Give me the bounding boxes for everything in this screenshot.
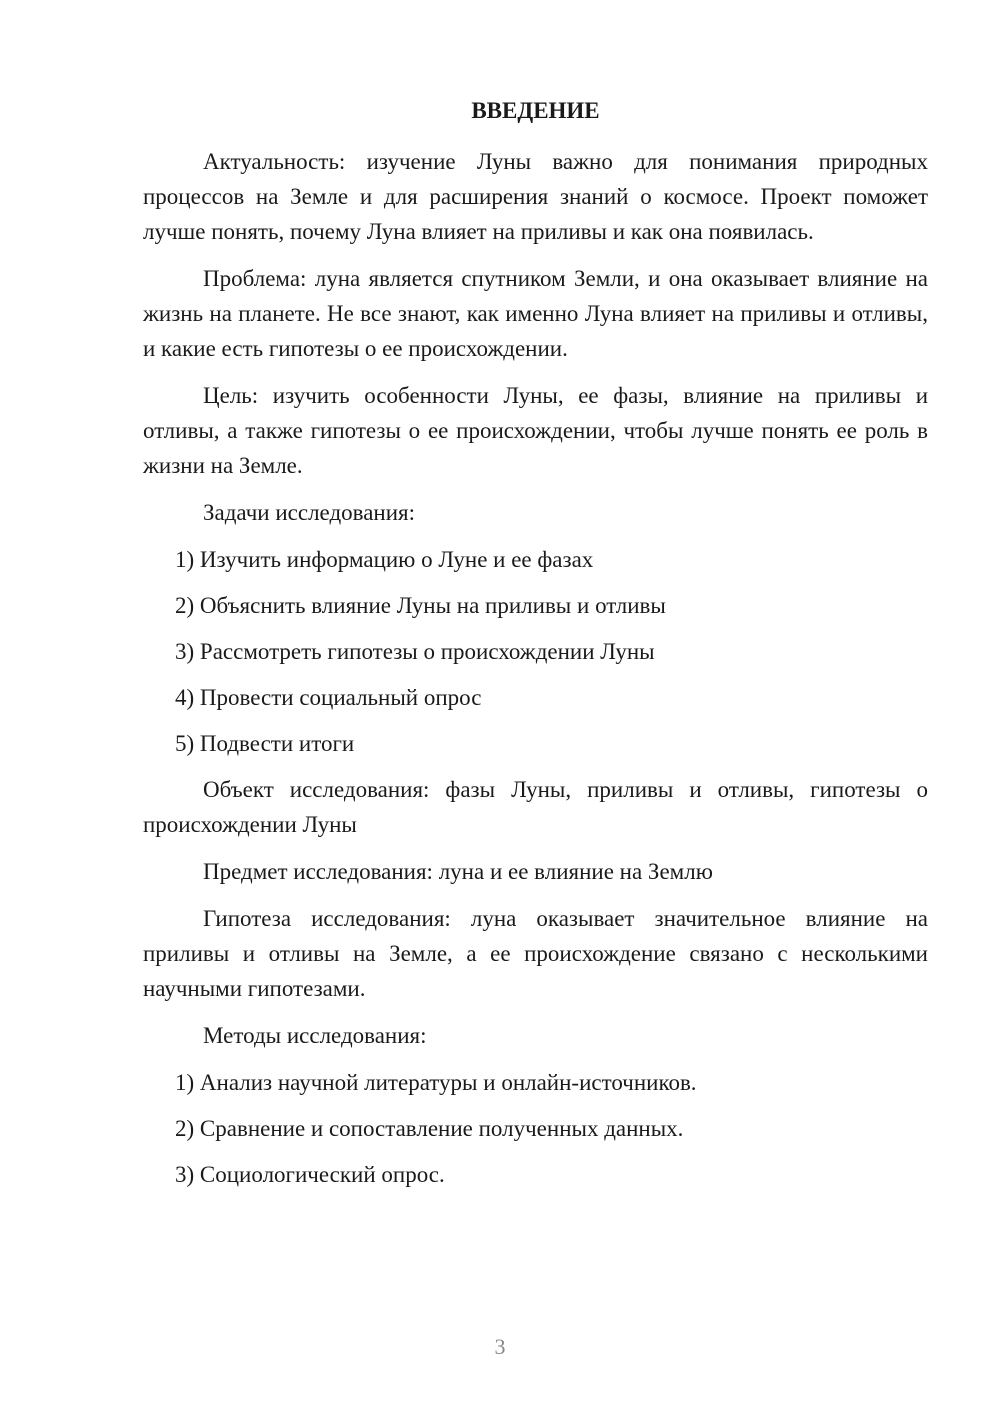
actuality-paragraph: Актуальность: изучение Луны важно для понимания природных процессов на Земле и для расширения знаний о космосе. Проект поможет лучше понять, почему Луна влияет на приливы и как она появилась. [143,149,928,244]
section-heading: ВВЕДЕНИЕ [471,98,600,123]
methods-list [143,1065,928,1192]
tasks-list [143,542,928,761]
page-number: 3 [494,1334,506,1359]
list-item: 1) Анализ научной литературы и онлайн-источников. [175,1070,697,1095]
subject-paragraph: Предмет исследования: луна и ее влияние на Землю [203,859,713,884]
list-item: 3) Социологический опрос. [175,1162,445,1187]
list-item: 5) Подвести итоги [175,731,355,756]
list-item: 4) Провести социальный опрос [175,685,482,710]
problem-paragraph: Проблема: луна является спутником Земли, и она оказывает влияние на жизнь на планете. Не все знают, как именно Луна влияет на приливы и отливы, и какие есть гипотезы о ее происхождении. [143,266,928,361]
object-paragraph: Объект исследования: фазы Луны, приливы и отливы, гипотезы о происхождении Луны [143,777,928,837]
list-item: 1) Изучить информацию о Луне и ее фазах [175,547,594,572]
list-item: 2) Объяснить влияние Луны на приливы и отливы [175,593,666,618]
list-item: 2) Сравнение и сопоставление полученных данных. [175,1116,684,1141]
methods-title: Методы исследования: [203,1023,427,1048]
goal-paragraph: Цель: изучить особенности Луны, ее фазы, влияние на приливы и отливы, а также гипотезы о ее происхождении, чтобы лучше понять ее роль в жизни на Земле. [143,383,928,478]
list-item: 3) Рассмотреть гипотезы о происхождении Луны [175,639,655,664]
document-page [143,96,928,1203]
tasks-title: Задачи исследования: [203,500,416,525]
hypothesis-paragraph: Гипотеза исследования: луна оказывает значительное влияние на приливы и отливы на Земле, а ее происхождение связано с несколькими научными гипотезами. [143,906,928,1001]
